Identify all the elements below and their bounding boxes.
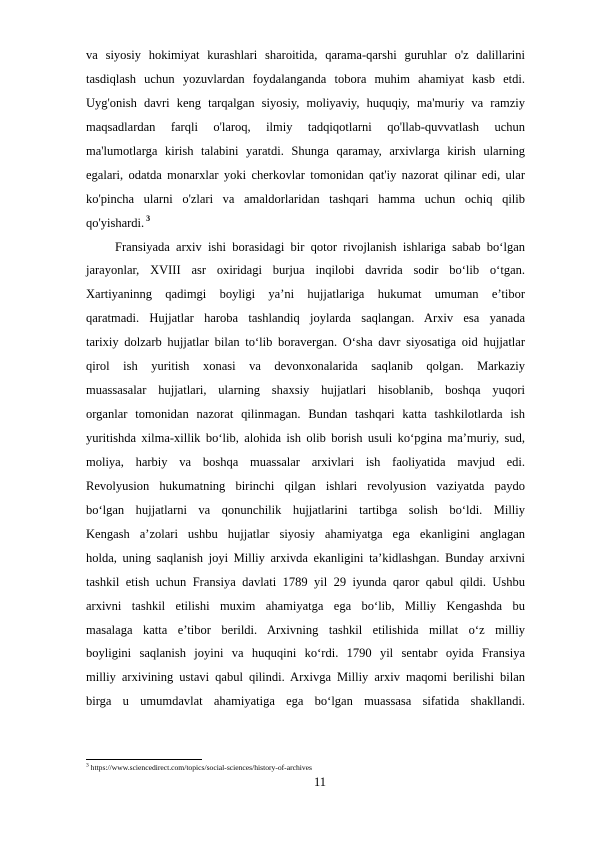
footnote [86,763,312,773]
text-line: qaratmadi. Hujjatlar haroba tashlandiq joylarda saqlangan. Arxiv esa yanada [86,311,525,326]
text-line: Xartiyaninng qadimgi boyligi ya’ni hujjatlariga hukumat umuman e’tibor [86,287,525,302]
text-line: va siyosiy hokimiyat kurashlari sharoitida, qarama-qarshi guruhlar o'z dalillarini [86,48,525,62]
last-line-text: qo'yishardi. [86,215,145,230]
text-line: bo‘lgan hujjatlarni va qonunchilik hujjatlarini tartibga solish bo‘ldi. Milliy [86,502,525,517]
text-line: tasdiqlash uchun yozuvlardan foydalanganda tobora muhim ahamiyat kasb etdi. [86,71,525,86]
footnote-number: 3 [86,762,89,769]
footnote-divider [86,759,202,760]
text-line: egalari, odatda monarxlar yoki cherkovlar tomonidan qat'iy nazorat qilinar edi, ular [86,167,525,182]
paragraph-2 [86,236,525,715]
footnote-reference[interactable]: 3 [146,214,151,224]
text-line-last [86,212,525,236]
paragraph-1 [86,44,525,236]
text-line: arxivni tashkil etilishi muxim ahamiyatga ega bo‘lib, Milliy Kengashda bu [86,598,525,613]
text-line: masalaga katta e’tibor berildi. Arxivning tashkil etilishida millat o‘z milliy [86,622,525,637]
text-line: muassasalar hujjatlari, ularning shaxsiy hujjatlari hisoblanib, boshqa yuqori [86,383,525,398]
footnote-link[interactable]: https://www.sciencedirect.com/topics/social-sciences/history-of-archives [90,763,312,772]
text-line: tarixiy dolzarb hujjatlar bilan to‘lib boravergan. O‘sha davr siyosatiga oid hujjatlar [86,335,525,350]
text-line: yuritishda xilma-xillik bo‘lib, alohida ish olib borish usuli ko‘pgina ma’muriy, sud, [86,431,525,445]
text-line: Kengash a’zolari ushbu hujjatlar siyosiy ahamiyatga ega ekanligini anglagan [86,526,525,541]
text-line: jarayonlar, XVIII asr oxiridagi burjua inqilobi davrida sodir bo‘lib o‘tgan. [86,263,525,278]
page-number: 11 [313,775,327,789]
text-line: boyligini saqlanish joyini va huquqini ko‘rdi. 1790 yil sentabr oyida Fransiya [86,646,525,661]
document-body [86,44,525,714]
text-line: ma'lumotlarga kirish talabini yaratdi. Shunga qaramay, arxivlarga kirish ularning [86,143,525,158]
text-line: Revolyusion hukumatning birinchi qilgan ishlari revolyusion vaziyatda paydo [86,478,525,493]
text-line: milliy arxivining ustavi qabul qilindi. Arxivga Milliy arxiv maqomi berilishi bilan [86,670,525,685]
text-line: holda, uning saqlanish joyi Milliy arxivda ekanligini ta’kidlashgan. Bunday arxivni [86,550,525,565]
text-line: maqsadlardan farqli o'laroq, ilmiy tadqiqotlarni qo'llab-quvvatlash uchun [86,119,525,134]
text-line: moliya, harbiy va boshqa muassalar arxivlari ish faoliyatida mavjud edi. [86,454,525,469]
text-line: tashkil etish uchun Fransiya davlati 1789 yil 29 iyunda qaror qabul qildi. Ushbu [86,574,525,589]
text-line-indented: Fransiyada arxiv ishi borasidagi bir qotor rivojlanish ishlariga sabab bo‘lgan [115,239,525,254]
text-line: organlar tomonidan nazorat qilinmagan. Bundan tashqari katta tashkilotlarda ish [86,407,525,422]
text-line: qirol ish yuritish xonasi va devonxonalarida saqlanib qolgan. Markaziy [86,359,525,374]
text-line: birga u umumdavlat ahamiyatiga ega bo‘lgan muassasa sifatida shakllandi. [86,694,525,709]
text-line: ko'pincha ularni o'zlari va amaldorlaridan tashqari hamma uchun ochiq qilib [86,191,525,206]
text-line: Uyg'onish davri keng tarqalgan siyosiy, moliyaviy, huquqiy, ma'muriy va ramziy [86,95,525,110]
